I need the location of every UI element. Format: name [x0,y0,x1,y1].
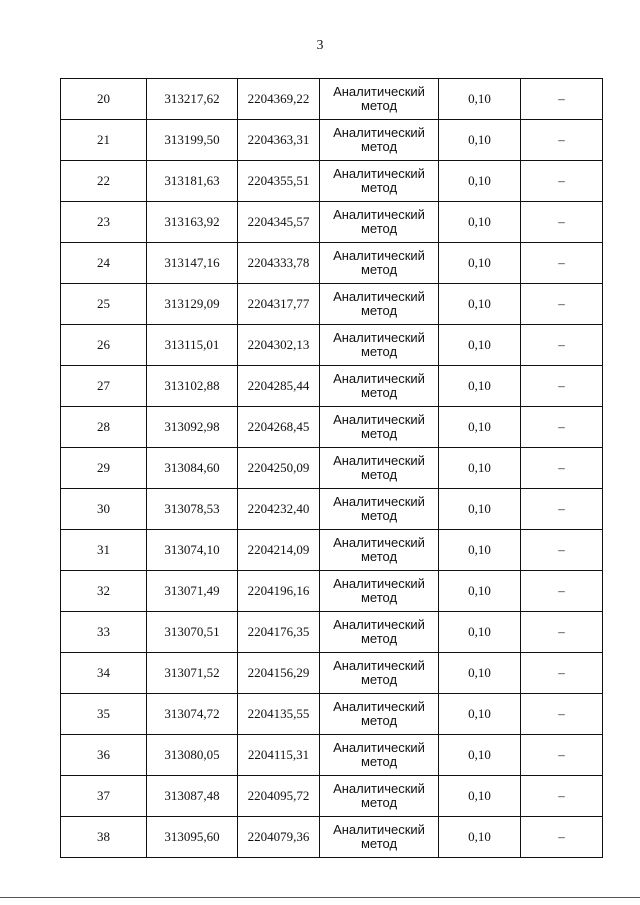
page-number: 3 [316,38,324,53]
x-coordinate-cell: 313080,05 [147,735,238,776]
x-coordinate-cell: 313070,51 [147,612,238,653]
accuracy-cell: 0,10 [439,735,521,776]
table-row [61,817,603,858]
note-cell: – [521,243,603,284]
x-coordinate-cell: 313181,63 [147,161,238,202]
point-number-cell: 30 [61,489,147,530]
table-row [61,776,603,817]
x-coordinate-cell: 313199,50 [147,120,238,161]
method-line-1: Аналитический [333,822,425,837]
method-line-1: Аналитический [333,412,425,427]
y-coordinate-cell: 2204135,55 [238,694,320,735]
table-row [61,407,603,448]
x-coordinate-cell: 313163,92 [147,202,238,243]
note-cell: – [521,489,603,530]
accuracy-cell: 0,10 [439,694,521,735]
method-line-1: Аналитический [333,453,425,468]
method-line-2: метод [360,221,398,236]
method-line-2: метод [360,549,398,564]
method-line-2: метод [360,836,398,851]
table-row [61,366,603,407]
method-line-1: Аналитический [333,207,425,222]
point-number-cell: 33 [61,612,147,653]
y-coordinate-cell: 2204285,44 [238,366,320,407]
y-coordinate-cell: 2204214,09 [238,530,320,571]
x-coordinate-cell: 313217,62 [147,79,238,120]
accuracy-cell: 0,10 [439,448,521,489]
note-cell: – [521,817,603,858]
note-cell: – [521,571,603,612]
x-coordinate-cell: 313095,60 [147,817,238,858]
method-cell [320,571,439,612]
table-row [61,653,603,694]
method-cell [320,694,439,735]
method-cell [320,489,439,530]
accuracy-cell: 0,10 [439,325,521,366]
method-cell [320,530,439,571]
point-number-cell: 22 [61,161,147,202]
table-row [61,79,603,120]
accuracy-cell: 0,10 [439,202,521,243]
method-line-2: метод [360,426,398,441]
point-number-cell: 35 [61,694,147,735]
method-cell [320,817,439,858]
accuracy-cell: 0,10 [439,284,521,325]
table-row [61,612,603,653]
method-line-1: Аналитический [333,576,425,591]
method-line-2: метод [360,467,398,482]
method-cell [320,202,439,243]
y-coordinate-cell: 2204317,77 [238,284,320,325]
y-coordinate-cell: 2204302,13 [238,325,320,366]
x-coordinate-cell: 313074,72 [147,694,238,735]
method-line-1: Аналитический [333,740,425,755]
method-line-2: метод [360,385,398,400]
point-number-cell: 28 [61,407,147,448]
x-coordinate-cell: 313078,53 [147,489,238,530]
method-cell [320,407,439,448]
method-line-2: метод [360,139,398,154]
x-coordinate-cell: 313147,16 [147,243,238,284]
y-coordinate-cell: 2204115,31 [238,735,320,776]
method-line-2: метод [360,672,398,687]
table-row [61,325,603,366]
method-line-1: Аналитический [333,535,425,550]
note-cell: – [521,120,603,161]
note-cell: – [521,448,603,489]
x-coordinate-cell: 313115,01 [147,325,238,366]
accuracy-cell: 0,10 [439,120,521,161]
coordinates-table [60,78,603,858]
accuracy-cell: 0,10 [439,612,521,653]
method-cell [320,366,439,407]
x-coordinate-cell: 313071,49 [147,571,238,612]
y-coordinate-cell: 2204268,45 [238,407,320,448]
accuracy-cell: 0,10 [439,407,521,448]
method-line-2: метод [360,344,398,359]
y-coordinate-cell: 2204176,35 [238,612,320,653]
method-line-1: Аналитический [333,289,425,304]
method-line-2: метод [360,795,398,810]
method-line-2: метод [360,590,398,605]
table-row [61,571,603,612]
method-line-1: Аналитический [333,617,425,632]
x-coordinate-cell: 313071,52 [147,653,238,694]
method-line-2: метод [360,98,398,113]
coordinates-table-body [61,79,603,858]
note-cell: – [521,161,603,202]
y-coordinate-cell: 2204363,31 [238,120,320,161]
accuracy-cell: 0,10 [439,530,521,571]
method-line-2: метод [360,631,398,646]
point-number-cell: 21 [61,120,147,161]
point-number-cell: 32 [61,571,147,612]
point-number-cell: 37 [61,776,147,817]
y-coordinate-cell: 2204250,09 [238,448,320,489]
y-coordinate-cell: 2204095,72 [238,776,320,817]
accuracy-cell: 0,10 [439,161,521,202]
note-cell: – [521,325,603,366]
method-line-2: метод [360,262,398,277]
method-line-1: Аналитический [333,125,425,140]
point-number-cell: 23 [61,202,147,243]
x-coordinate-cell: 313087,48 [147,776,238,817]
accuracy-cell: 0,10 [439,489,521,530]
method-line-2: метод [360,508,398,523]
y-coordinate-cell: 2204079,36 [238,817,320,858]
note-cell: – [521,530,603,571]
method-line-2: метод [360,713,398,728]
point-number-cell: 31 [61,530,147,571]
accuracy-cell: 0,10 [439,366,521,407]
x-coordinate-cell: 313102,88 [147,366,238,407]
accuracy-cell: 0,10 [439,79,521,120]
note-cell: – [521,735,603,776]
scan-edge-line [0,897,640,898]
method-line-1: Аналитический [333,371,425,386]
table-row [61,448,603,489]
note-cell: – [521,612,603,653]
point-number-cell: 34 [61,653,147,694]
note-cell: – [521,284,603,325]
table-row [61,161,603,202]
method-cell [320,120,439,161]
method-cell [320,243,439,284]
point-number-cell: 27 [61,366,147,407]
point-number-cell: 36 [61,735,147,776]
method-line-1: Аналитический [333,166,425,181]
table-row [61,735,603,776]
y-coordinate-cell: 2204369,22 [238,79,320,120]
method-cell [320,325,439,366]
note-cell: – [521,366,603,407]
note-cell: – [521,79,603,120]
table-row [61,120,603,161]
point-number-cell: 26 [61,325,147,366]
method-cell [320,79,439,120]
method-line-1: Аналитический [333,699,425,714]
point-number-cell: 29 [61,448,147,489]
y-coordinate-cell: 2204196,16 [238,571,320,612]
method-line-1: Аналитический [333,494,425,509]
y-coordinate-cell: 2204333,78 [238,243,320,284]
method-cell [320,448,439,489]
accuracy-cell: 0,10 [439,571,521,612]
method-cell [320,776,439,817]
table-row [61,694,603,735]
point-number-cell: 20 [61,79,147,120]
note-cell: – [521,202,603,243]
y-coordinate-cell: 2204156,29 [238,653,320,694]
method-line-1: Аналитический [333,330,425,345]
x-coordinate-cell: 313084,60 [147,448,238,489]
table-row [61,243,603,284]
method-cell [320,735,439,776]
point-number-cell: 38 [61,817,147,858]
x-coordinate-cell: 313074,10 [147,530,238,571]
note-cell: – [521,694,603,735]
method-line-1: Аналитический [333,658,425,673]
y-coordinate-cell: 2204232,40 [238,489,320,530]
y-coordinate-cell: 2204355,51 [238,161,320,202]
method-cell [320,612,439,653]
point-number-cell: 25 [61,284,147,325]
method-line-2: метод [360,303,398,318]
table-row [61,202,603,243]
method-cell [320,161,439,202]
table-row [61,530,603,571]
note-cell: – [521,776,603,817]
accuracy-cell: 0,10 [439,653,521,694]
point-number-cell: 24 [61,243,147,284]
method-cell [320,653,439,694]
method-line-1: Аналитический [333,781,425,796]
x-coordinate-cell: 313092,98 [147,407,238,448]
method-line-1: Аналитический [333,248,425,263]
accuracy-cell: 0,10 [439,243,521,284]
accuracy-cell: 0,10 [439,776,521,817]
method-line-2: метод [360,754,398,769]
method-line-1: Аналитический [333,84,425,99]
table-row [61,284,603,325]
y-coordinate-cell: 2204345,57 [238,202,320,243]
accuracy-cell: 0,10 [439,817,521,858]
table-row [61,489,603,530]
x-coordinate-cell: 313129,09 [147,284,238,325]
note-cell: – [521,407,603,448]
method-cell [320,284,439,325]
method-line-2: метод [360,180,398,195]
note-cell: – [521,653,603,694]
